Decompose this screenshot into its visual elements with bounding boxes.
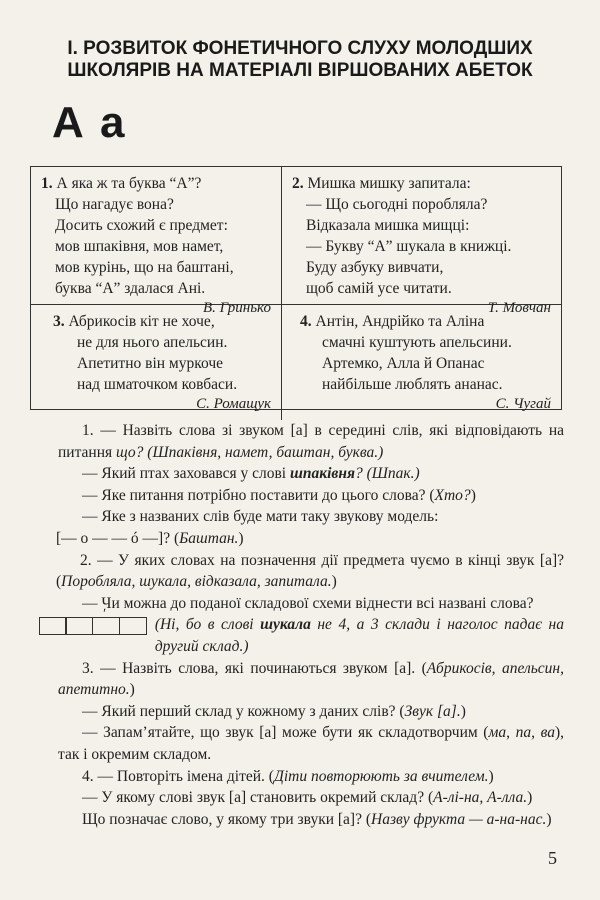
text-run: Баштан. xyxy=(179,529,239,547)
text-run: 2. — У яких словах на позначення дії предмета чуємо в кінці звук [а]? ( xyxy=(56,551,564,591)
poem-author: Т. Мовчан xyxy=(487,300,551,316)
page-title xyxy=(40,38,560,82)
poem-line: А яка ж та буква “А”? xyxy=(56,175,202,192)
text-run: шпаківня xyxy=(289,465,355,483)
text-run: шукала xyxy=(260,616,311,634)
text-run: ) xyxy=(488,767,494,785)
paragraph xyxy=(58,420,564,463)
poem-line: мов курінь, що на баштані, xyxy=(55,259,234,276)
poem-line: щоб самій усе читати. xyxy=(306,280,452,297)
poem-line: буква “А” здалася Ані. xyxy=(55,280,206,297)
poem-author: С. Ромащук xyxy=(196,396,271,412)
paragraph xyxy=(58,766,564,788)
syllable-scheme xyxy=(40,617,147,635)
text-run: (Шпаківня, намет, баштан, буква.) xyxy=(143,443,384,461)
paragraph xyxy=(155,614,564,657)
syllable-box xyxy=(65,617,93,635)
poem-number: 3. xyxy=(53,313,65,330)
paragraph xyxy=(58,722,564,765)
page-number: 5 xyxy=(548,848,557,868)
poem-line: Буду азбуку вивчати, xyxy=(306,259,444,276)
poem-line: — Що сьогодні поробляла? xyxy=(306,196,488,213)
paragraph xyxy=(56,550,564,593)
text-run: ) xyxy=(546,810,552,828)
syllable-box xyxy=(39,617,67,635)
poem-number: 2. xyxy=(292,175,304,192)
poem-line: Артемко, Алла й Опанас xyxy=(322,355,485,372)
poem-line: Досить схожий є предмет: xyxy=(55,217,228,234)
text-run: — Чи можна до поданої складової схеми віднести всі названі слова? xyxy=(82,594,534,612)
title-line-1: І. РОЗВИТОК ФОНЕТИЧНОГО СЛУХУ МОЛОДШИХ xyxy=(67,38,533,59)
poem-line: Відказала мишка мищці: xyxy=(306,217,470,234)
paragraph xyxy=(58,463,564,485)
lesson-text xyxy=(58,420,564,830)
poem-line: Що нагадує вона? xyxy=(55,196,174,213)
text-run: — Який перший склад у кожному з даних слів? ( xyxy=(82,702,405,720)
paragraph xyxy=(58,701,564,723)
text-run: Назву фрукта — а-на-нас. xyxy=(371,810,547,828)
poem-line: найбільше люблять ананас. xyxy=(322,376,503,393)
text-run: Абрикосів, апельсин, апетитно. xyxy=(58,659,564,699)
text-run: не 4, а 3 склади і наголос падає на другий склад.) xyxy=(154,616,564,655)
poem-line: не для нього апельсин. xyxy=(77,334,228,351)
poem-line: над шматочком ковбаси. xyxy=(77,376,238,393)
text-run: — Запам’ятайте, що звук [а] може бути як складотворчим ( xyxy=(82,724,489,742)
text-run: ) xyxy=(470,486,476,504)
syllable-box-stressed xyxy=(92,617,120,635)
poem-author: С. Чугай xyxy=(495,396,551,412)
text-run: — У якому слові звук [а] становить окремий склад? ( xyxy=(82,789,434,807)
poem-line: Абрикосів кіт не хоче, xyxy=(68,313,215,330)
poem-line: мов шпаківня, мов намет, xyxy=(55,238,224,255)
poem-2 xyxy=(282,167,561,316)
poem-line: Апетитно він муркоче xyxy=(77,355,224,372)
text-run: ма, па, ва xyxy=(488,724,555,742)
text-run: 3. — Назвіть слова, які починаються звуком [а]. ( xyxy=(82,659,427,677)
paragraph xyxy=(56,528,564,550)
poem-author: В. Гринько xyxy=(203,300,271,316)
poem-1 xyxy=(31,167,282,316)
text-run: Що позначає слово, у якому три звуки [а]? ( xyxy=(82,810,372,828)
paragraph xyxy=(58,809,564,831)
paragraph xyxy=(58,658,564,701)
text-run: ) xyxy=(460,702,466,720)
paragraph xyxy=(58,593,564,615)
text-run: ) xyxy=(331,573,337,591)
text-run: ), так і окремим складом. xyxy=(58,724,564,763)
paragraph xyxy=(58,787,564,809)
poem-line: смачні куштують апельсини. xyxy=(322,334,512,351)
poem-3 xyxy=(31,305,282,420)
text-run: 4. — Повторіть імена дітей. ( xyxy=(82,767,274,785)
text-run: А-лі-на, А-лла. xyxy=(433,789,528,807)
syllable-scheme-row xyxy=(40,614,564,657)
syllable-box xyxy=(119,617,147,635)
paragraph xyxy=(58,506,564,528)
poem-number: 1. xyxy=(41,175,53,192)
big-letters: А а xyxy=(52,98,127,147)
text-run: (Ні, бо в слові xyxy=(154,616,261,634)
text-run: що? xyxy=(116,443,144,461)
text-run: — Який птах заховався у слові xyxy=(82,465,290,483)
text-run: ? (Шпак.) xyxy=(354,465,420,483)
poem-line: Антін, Андрійко та Аліна xyxy=(315,313,485,330)
text-run: 1. — Назвіть слова зі звуком [а] в середині слів, які відповідають на питання xyxy=(58,422,564,461)
text-run: [— о — — ó —]? ( xyxy=(56,529,180,547)
text-run: ) xyxy=(527,789,533,807)
poem-4 xyxy=(282,305,561,420)
text-run: Звук [а]. xyxy=(404,702,461,720)
text-run: Діти повторюють за вчителем. xyxy=(273,767,489,785)
poem-number: 4. xyxy=(300,313,312,330)
paragraph xyxy=(58,485,564,507)
text-run: — Яке питання потрібно поставити до цього слова? ( xyxy=(82,486,435,504)
poem-line: — Букву “А” шукала в книжці. xyxy=(306,238,512,255)
poem-line: Мишка мишку запитала: xyxy=(307,175,471,192)
text-run: ) xyxy=(129,681,135,699)
text-run: ) xyxy=(238,529,244,547)
title-line-2: ШКОЛЯРІВ НА МАТЕРІАЛІ ВІРШОВАНИХ АБЕТОК xyxy=(67,60,533,81)
text-run: Хто? xyxy=(434,486,471,504)
text-run: — Яке з названих слів буде мати таку звукову модель: xyxy=(82,508,439,526)
poems-table xyxy=(30,166,562,410)
text-run: Поробляла, шукала, відказала, запитала. xyxy=(61,573,332,591)
